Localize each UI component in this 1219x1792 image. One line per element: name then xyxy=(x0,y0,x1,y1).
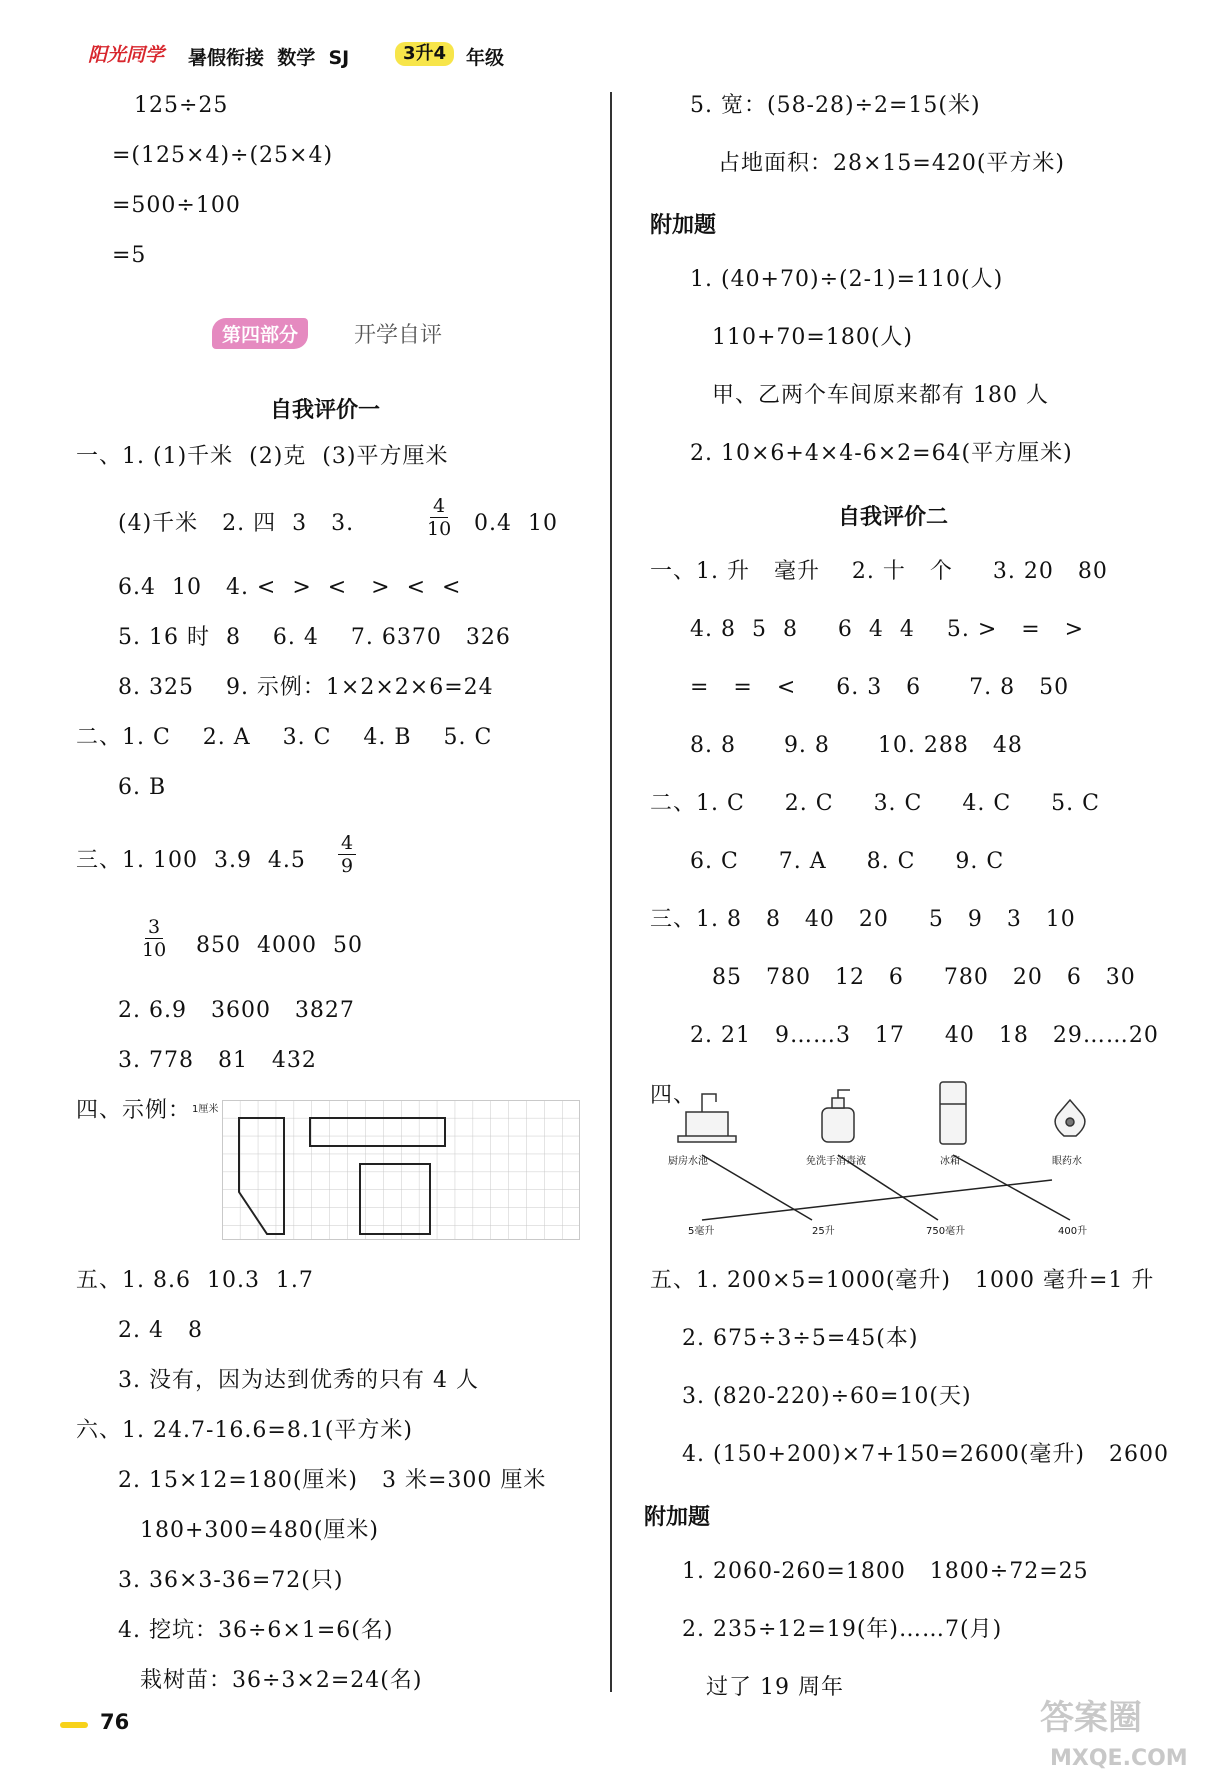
section-title: 自我评价二 xyxy=(838,505,949,530)
answer-line: 4. 挖坑：36÷6×1=6(名) xyxy=(118,1618,394,1643)
calc-line: 125÷25 xyxy=(134,93,229,118)
grid-figure xyxy=(222,1100,580,1240)
brand-logo: 阳光同学 xyxy=(88,44,165,66)
page-number: 76 xyxy=(100,1710,130,1734)
item-label: 冰箱 xyxy=(940,1156,960,1167)
grade-badge: 3升4 xyxy=(395,42,454,66)
answer-line: 3. (820-220)÷60=10(天) xyxy=(682,1384,972,1409)
answer-line: 2. 6.9 3600 3827 xyxy=(118,998,355,1023)
answer-line: 850 4000 50 xyxy=(196,933,363,958)
answer-line: 2. 15×12=180(厘米) 3 米=300 厘米 xyxy=(118,1468,547,1493)
answer-line: 一、1. 升 毫升 2. 十 个 3. 20 80 xyxy=(650,559,1108,584)
answer-line: 8. 325 9. 示例：1×2×2×6=24 xyxy=(118,675,494,700)
sink-icon xyxy=(678,1094,736,1142)
answer-line: 6.4 10 4. < > < > < < xyxy=(118,575,462,600)
bonus-title: 附加题 xyxy=(644,1505,711,1530)
answer-line: 85 780 12 6 780 20 6 30 xyxy=(712,965,1136,990)
answer-line: 2. 675÷3÷5=45(本) xyxy=(682,1326,919,1351)
sanitizer-icon xyxy=(822,1090,854,1142)
grid-scale-label: 1厘米 xyxy=(192,1104,219,1115)
calc-line: =500÷100 xyxy=(112,193,241,218)
header-title: 暑假衔接 数学 SJ xyxy=(188,47,350,69)
calc-line: =(125×4)÷(25×4) xyxy=(112,143,334,168)
answer-line: 过了 19 周年 xyxy=(706,1675,844,1700)
answer-line: 3. 36×3-36=72(只) xyxy=(118,1568,344,1593)
column-divider xyxy=(610,92,612,1692)
answer-line: 6. B xyxy=(118,775,167,800)
answer-line: 三、1. 100 3.9 4.5 xyxy=(76,848,306,873)
fraction: $\frac{3}{10}$ xyxy=(142,916,167,961)
item-label: 厨房水池 xyxy=(668,1156,708,1167)
watermark-url: MXQE.COM xyxy=(1050,1746,1188,1771)
answer-line: 3. 没有，因为达到优秀的只有 4 人 xyxy=(118,1368,479,1393)
answer-line: 110+70=180(人) xyxy=(712,325,914,350)
grade-suffix: 年级 xyxy=(466,47,505,69)
answer-line: 2. 235÷12=19(年)……7(月) xyxy=(682,1617,1003,1642)
answer-line: 3. 778 81 432 xyxy=(118,1048,317,1073)
answer-line: 2. 21 9……3 17 40 18 29……20 xyxy=(690,1023,1159,1048)
answer-line: (4)千米 2. 四 3 3. xyxy=(118,511,355,536)
fridge-icon xyxy=(940,1082,966,1144)
answer-line: 六、1. 24.7-16.6=8.1(平方米) xyxy=(76,1418,413,1443)
part-title: 开学自评 xyxy=(354,323,443,348)
answer-line: 2. 4 8 xyxy=(118,1318,203,1343)
calc-line: =5 xyxy=(112,243,147,268)
answer-line: 0.4 10 xyxy=(474,511,558,536)
answer-line: 5. 16 时 8 6. 4 7. 6370 326 xyxy=(118,625,511,650)
watermark: 答案圈 xyxy=(1040,1698,1142,1738)
answer-line: 4. (150+200)×7+150=2600(毫升) 2600 xyxy=(682,1442,1169,1467)
bonus-title: 附加题 xyxy=(650,213,717,238)
eyedrop-icon xyxy=(1055,1100,1085,1136)
answer-line: 1. (40+70)÷(2-1)=110(人) xyxy=(690,267,1004,292)
answer-line: 8. 8 9. 8 10. 288 48 xyxy=(690,733,1023,758)
volume-label: 750毫升 xyxy=(926,1226,966,1237)
answer-line: 1. 2060-260=1800 1800÷72=25 xyxy=(682,1559,1089,1584)
part-badge: 第四部分 xyxy=(212,318,308,349)
answer-line: 五、1. 8.6 10.3 1.7 xyxy=(76,1268,314,1293)
section-title: 自我评价一 xyxy=(270,398,381,423)
answer-line: 2. 10×6+4×4-6×2=64(平方厘米) xyxy=(690,441,1073,466)
volume-label: 400升 xyxy=(1058,1226,1088,1237)
page-marker xyxy=(60,1722,88,1728)
answer-line: 五、1. 200×5=1000(毫升) 1000 毫升=1 升 xyxy=(650,1268,1155,1293)
fraction: $\frac{4}{9}$ xyxy=(338,832,356,877)
matching-figure xyxy=(672,1080,1112,1240)
answer-line: 四、示例： xyxy=(76,1098,192,1123)
answer-line: 四、 xyxy=(650,1083,697,1108)
answer-line: 6. C 7. A 8. C 9. C xyxy=(690,849,1005,874)
volume-label: 25升 xyxy=(812,1226,835,1237)
answer-line: 一、1. (1)千米 (2)克 (3)平方厘米 xyxy=(76,444,449,469)
answer-line: 二、1. C 2. A 3. C 4. B 5. C xyxy=(76,725,493,750)
fraction: $\frac{4}{10}$ xyxy=(427,495,452,540)
answer-line: 二、1. C 2. C 3. C 4. C 5. C xyxy=(650,791,1100,816)
answer-line: 180+300=480(厘米) xyxy=(140,1518,380,1543)
answer-line: 甲、乙两个车间原来都有 180 人 xyxy=(712,383,1049,408)
item-label: 免洗手消毒液 xyxy=(806,1156,866,1167)
volume-label: 5毫升 xyxy=(688,1226,715,1237)
answer-line: 4. 8 5 8 6 4 4 5. > = > xyxy=(690,617,1085,642)
answer-line: = = < 6. 3 6 7. 8 50 xyxy=(690,675,1070,700)
answer-line: 5. 宽：(58-28)÷2=15(米) xyxy=(690,93,981,118)
answer-line: 三、1. 8 8 40 20 5 9 3 10 xyxy=(650,907,1076,932)
item-label: 眼药水 xyxy=(1052,1156,1082,1167)
answer-line: 栽树苗：36÷3×2=24(名) xyxy=(140,1668,423,1693)
answer-line: 占地面积：28×15=420(平方米) xyxy=(718,151,1066,176)
